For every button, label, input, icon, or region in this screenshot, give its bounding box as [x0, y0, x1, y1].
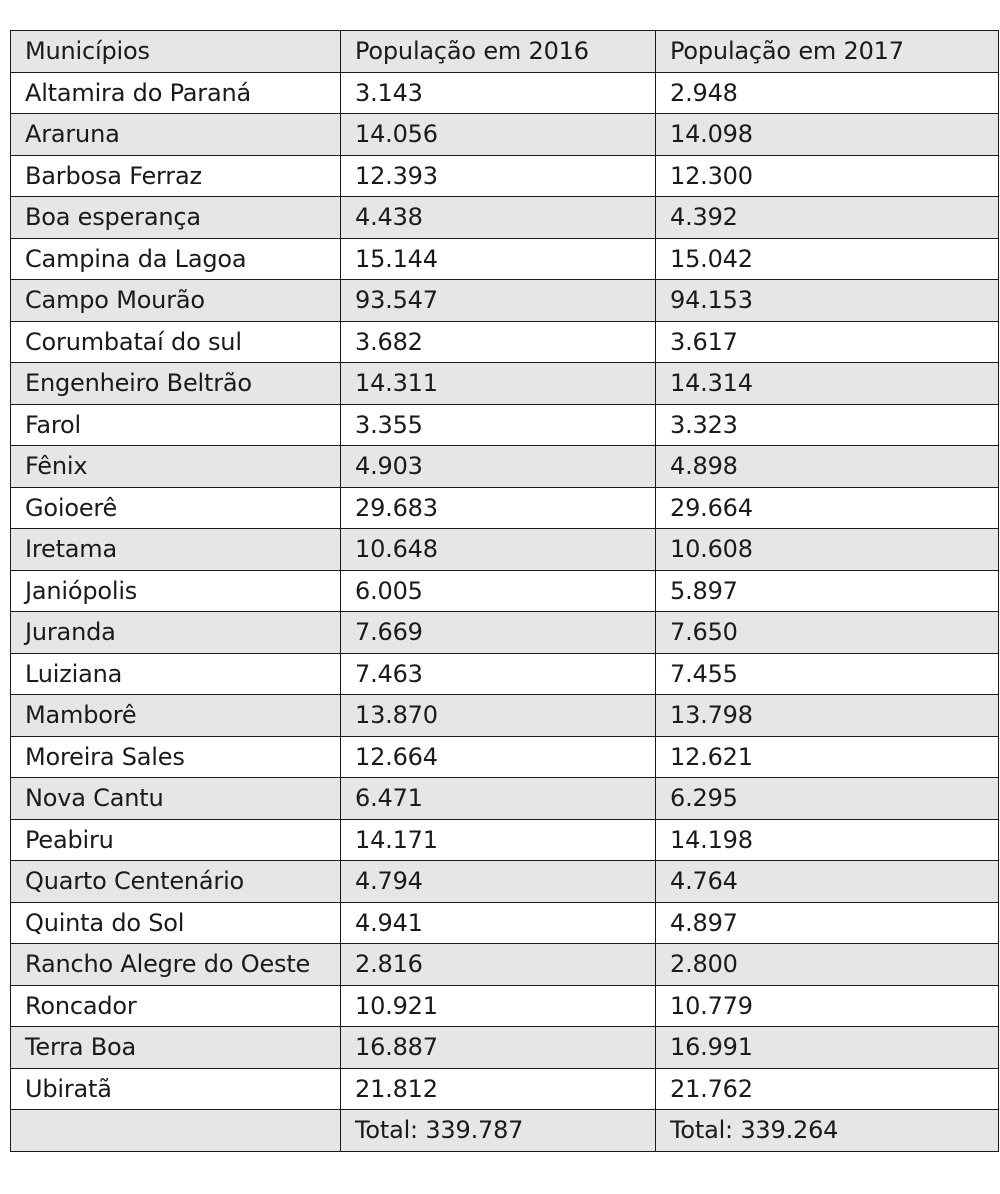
populacao-2017-cell: 5.897 — [656, 570, 999, 612]
populacao-2016-cell: 12.664 — [341, 736, 656, 778]
populacao-2017-cell: 6.295 — [656, 778, 999, 820]
populacao-2017-cell: 10.779 — [656, 985, 999, 1027]
header-populacao-2017: População em 2017 — [656, 31, 999, 73]
populacao-2017-cell: 4.764 — [656, 861, 999, 903]
populacao-2016-cell: 4.438 — [341, 197, 656, 239]
table-row — [11, 653, 999, 695]
populacao-2016-cell: 14.311 — [341, 363, 656, 405]
municipio-cell: Campina da Lagoa — [11, 238, 341, 280]
municipio-cell: Rancho Alegre do Oeste — [11, 944, 341, 986]
total-2016-cell: Total: 339.787 — [341, 1110, 656, 1152]
populacao-2016-cell: 16.887 — [341, 1027, 656, 1069]
populacao-2016-cell: 4.903 — [341, 446, 656, 488]
populacao-2017-cell: 4.392 — [656, 197, 999, 239]
populacao-2017-cell: 14.198 — [656, 819, 999, 861]
table-row — [11, 446, 999, 488]
table-row — [11, 985, 999, 1027]
header-populacao-2016: População em 2016 — [341, 31, 656, 73]
populacao-2016-cell: 3.355 — [341, 404, 656, 446]
table-row — [11, 280, 999, 322]
populacao-2017-cell: 94.153 — [656, 280, 999, 322]
populacao-2017-cell: 4.897 — [656, 902, 999, 944]
populacao-2017-cell: 15.042 — [656, 238, 999, 280]
populacao-2016-cell: 4.941 — [341, 902, 656, 944]
populacao-2017-cell: 7.455 — [656, 653, 999, 695]
table-row — [11, 736, 999, 778]
municipio-cell: Goioerê — [11, 487, 341, 529]
table-row — [11, 72, 999, 114]
table-row — [11, 1027, 999, 1069]
municipio-cell: Terra Boa — [11, 1027, 341, 1069]
table-row — [11, 114, 999, 156]
table-row — [11, 944, 999, 986]
municipio-cell: Araruna — [11, 114, 341, 156]
populacao-2017-cell: 7.650 — [656, 612, 999, 654]
municipio-cell: Juranda — [11, 612, 341, 654]
populacao-2016-cell: 21.812 — [341, 1068, 656, 1110]
municipio-cell: Campo Mourão — [11, 280, 341, 322]
table-row — [11, 902, 999, 944]
municipio-cell: Engenheiro Beltrão — [11, 363, 341, 405]
municipio-cell: Nova Cantu — [11, 778, 341, 820]
table-row — [11, 238, 999, 280]
municipio-cell: Altamira do Paraná — [11, 72, 341, 114]
table-row — [11, 861, 999, 903]
table-row — [11, 197, 999, 239]
table-row — [11, 570, 999, 612]
populacao-2017-cell: 16.991 — [656, 1027, 999, 1069]
total-2017-cell: Total: 339.264 — [656, 1110, 999, 1152]
table-row — [11, 155, 999, 197]
populacao-2017-cell: 21.762 — [656, 1068, 999, 1110]
table-row — [11, 1068, 999, 1110]
table-row — [11, 695, 999, 737]
table-row — [11, 404, 999, 446]
populacao-2016-cell: 6.471 — [341, 778, 656, 820]
populacao-2016-cell: 3.143 — [341, 72, 656, 114]
populacao-2017-cell: 12.621 — [656, 736, 999, 778]
populacao-2017-cell: 14.314 — [656, 363, 999, 405]
populacao-2016-cell: 29.683 — [341, 487, 656, 529]
table-row — [11, 778, 999, 820]
populacao-2016-cell: 12.393 — [341, 155, 656, 197]
municipio-cell: Quinta do Sol — [11, 902, 341, 944]
municipio-cell: Mamborê — [11, 695, 341, 737]
populacao-2016-cell: 7.669 — [341, 612, 656, 654]
populacao-2016-cell: 3.682 — [341, 321, 656, 363]
totals-empty-cell — [11, 1110, 341, 1152]
populacao-2017-cell: 14.098 — [656, 114, 999, 156]
municipio-cell: Quarto Centenário — [11, 861, 341, 903]
municipio-cell: Fênix — [11, 446, 341, 488]
populacao-2017-cell: 29.664 — [656, 487, 999, 529]
populacao-2017-cell: 4.898 — [656, 446, 999, 488]
municipio-cell: Barbosa Ferraz — [11, 155, 341, 197]
municipio-cell: Ubiratã — [11, 1068, 341, 1110]
table-row — [11, 321, 999, 363]
populacao-2017-cell: 3.323 — [656, 404, 999, 446]
municipio-cell: Roncador — [11, 985, 341, 1027]
populacao-2016-cell: 2.816 — [341, 944, 656, 986]
table-row — [11, 363, 999, 405]
populacao-2016-cell: 93.547 — [341, 280, 656, 322]
municipio-cell: Corumbataí do sul — [11, 321, 341, 363]
table-header-row — [11, 31, 999, 73]
municipio-cell: Boa esperança — [11, 197, 341, 239]
populacao-2016-cell: 4.794 — [341, 861, 656, 903]
population-table — [10, 30, 999, 1152]
populacao-2016-cell: 13.870 — [341, 695, 656, 737]
table-row — [11, 529, 999, 571]
municipio-cell: Luiziana — [11, 653, 341, 695]
header-municipios: Municípios — [11, 31, 341, 73]
municipio-cell: Iretama — [11, 529, 341, 571]
municipio-cell: Farol — [11, 404, 341, 446]
populacao-2017-cell: 12.300 — [656, 155, 999, 197]
population-table-body — [11, 31, 999, 1152]
municipio-cell: Janiópolis — [11, 570, 341, 612]
populacao-2016-cell: 15.144 — [341, 238, 656, 280]
populacao-2017-cell: 3.617 — [656, 321, 999, 363]
table-row — [11, 487, 999, 529]
municipio-cell: Peabiru — [11, 819, 341, 861]
populacao-2016-cell: 6.005 — [341, 570, 656, 612]
populacao-2017-cell: 2.800 — [656, 944, 999, 986]
table-row — [11, 612, 999, 654]
table-row — [11, 819, 999, 861]
populacao-2016-cell: 10.648 — [341, 529, 656, 571]
populacao-2017-cell: 10.608 — [656, 529, 999, 571]
populacao-2016-cell: 10.921 — [341, 985, 656, 1027]
populacao-2017-cell: 2.948 — [656, 72, 999, 114]
populacao-2016-cell: 14.171 — [341, 819, 656, 861]
populacao-2017-cell: 13.798 — [656, 695, 999, 737]
populacao-2016-cell: 7.463 — [341, 653, 656, 695]
table-totals-row — [11, 1110, 999, 1152]
populacao-2016-cell: 14.056 — [341, 114, 656, 156]
municipio-cell: Moreira Sales — [11, 736, 341, 778]
